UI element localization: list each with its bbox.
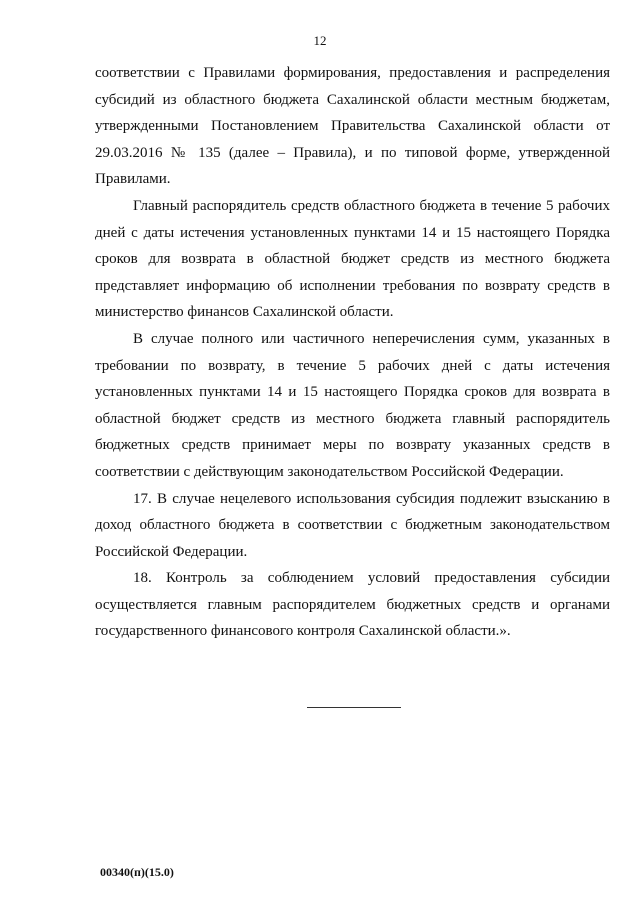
paragraph-item-17: 17. В случае нецелевого использования субсидия подлежит взысканию в доход областного бюджета в соответствии с бюджетным законодательством Российской Федерации. bbox=[95, 490, 610, 560]
paragraph-non-transfer-measures: В случае полного или частичного неперечисления сумм, указанных в требовании по возврату, в течение 5 рабочих дней с даты истечения установленных пунктами 14 и 15 настоящего Порядка сроков для возврата в областной бюджет средств из местного бюджета главный распорядитель бюджетных средств принимает меры по возврату указанных средств в соответствии с действующим законодательством Российской Федерации. bbox=[95, 330, 610, 480]
paragraph-return-information: Главный распорядитель средств областного бюджета в течение 5 рабочих дней с даты истечения установленных пунктами 14 и 15 настоящего Порядка сроков для возврата в областной бюджет средств из местного бюджета представляет информацию об исполнении требования по возврату средств в министерство финансов Сахалинской области. bbox=[95, 197, 610, 321]
document-body bbox=[95, 60, 610, 645]
paragraph-continuation: соответствии с Правилами формирования, предоставления и распределения субсидий из областного бюджета Сахалинской области местным бюджетам, утвержденными Постановлением Правительства Сахалинской области от 29.03.2016 № 135 (далее – Правила), и по типовой форме, утвержденной Правилами. bbox=[95, 65, 610, 188]
paragraph-item-18: 18. Контроль за соблюдением условий предоставления субсидии осуществляется главным распорядителем бюджетных средств и органами государственного финансового контроля Сахалинской области.». bbox=[95, 570, 610, 640]
page-number: 12 bbox=[313, 33, 327, 48]
end-divider-line bbox=[307, 707, 401, 708]
document-code: 00340(п)(15.0) bbox=[100, 865, 174, 879]
